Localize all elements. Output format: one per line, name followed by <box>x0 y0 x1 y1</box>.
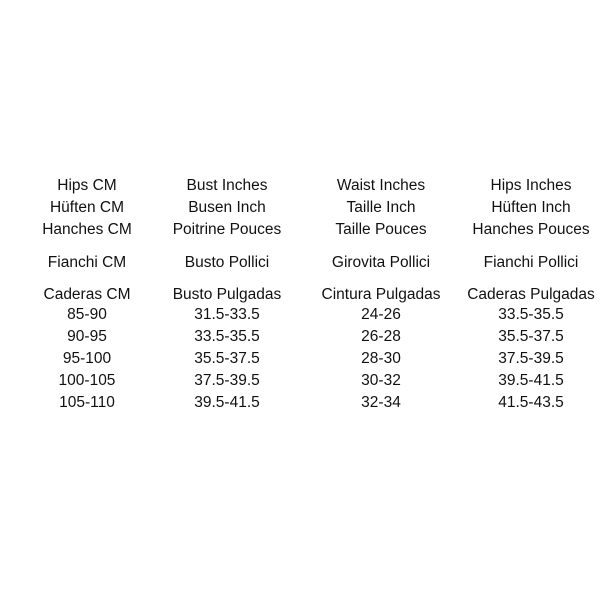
table-cell: 105-110 <box>59 394 115 411</box>
table-cell: 35.5-37.5 <box>498 328 564 345</box>
column-header-it: Girovita Pollici <box>331 254 431 271</box>
table-cell: 37.5-39.5 <box>194 372 260 389</box>
table-cell: 85-90 <box>67 306 107 323</box>
column-header-en: Hips Inches <box>490 177 572 194</box>
column-header-es: Caderas Pulgadas <box>467 286 595 303</box>
table-cell: 26-28 <box>361 328 401 345</box>
column-header-fr: Poitrine Pouces <box>172 221 282 238</box>
table-cell: 37.5-39.5 <box>498 350 564 367</box>
table-cell: 41.5-43.5 <box>498 394 564 411</box>
table-cell: 31.5-33.5 <box>194 306 260 323</box>
column-header-it: Busto Pollici <box>184 254 270 271</box>
column-header-en: Bust Inches <box>186 177 268 194</box>
column-header-es: Caderas CM <box>43 286 131 303</box>
table-cell: 35.5-37.5 <box>194 350 260 367</box>
table-cell: 33.5-35.5 <box>194 328 260 345</box>
column-header-de: Hüften CM <box>49 199 125 216</box>
table-cell: 90-95 <box>67 328 107 345</box>
column-header-de: Busen Inch <box>188 199 266 216</box>
table-cell: 24-26 <box>361 306 401 323</box>
column-header-it: Fianchi Pollici <box>483 254 579 271</box>
column-header-de: Hüften Inch <box>491 199 571 216</box>
column-header-fr: Taille Pouces <box>335 221 427 238</box>
column-header-fr: Hanches Pouces <box>472 221 590 238</box>
column-header-fr: Hanches CM <box>42 221 132 238</box>
column-header-it: Fianchi CM <box>47 254 127 271</box>
table-cell: 39.5-41.5 <box>498 372 564 389</box>
table-cell: 39.5-41.5 <box>194 394 260 411</box>
table-cell: 100-105 <box>58 372 116 389</box>
column-header-de: Taille Inch <box>346 199 416 216</box>
table-cell: 28-30 <box>361 350 401 367</box>
column-header-es: Busto Pulgadas <box>172 286 282 303</box>
column-header-es: Cintura Pulgadas <box>321 286 441 303</box>
table-cell: 32-34 <box>361 394 401 411</box>
column-header-en: Hips CM <box>57 177 117 194</box>
table-cell: 30-32 <box>361 372 401 389</box>
table-cell: 95-100 <box>62 350 112 367</box>
column-header-en: Waist Inches <box>336 177 426 194</box>
table-cell: 33.5-35.5 <box>498 306 564 323</box>
